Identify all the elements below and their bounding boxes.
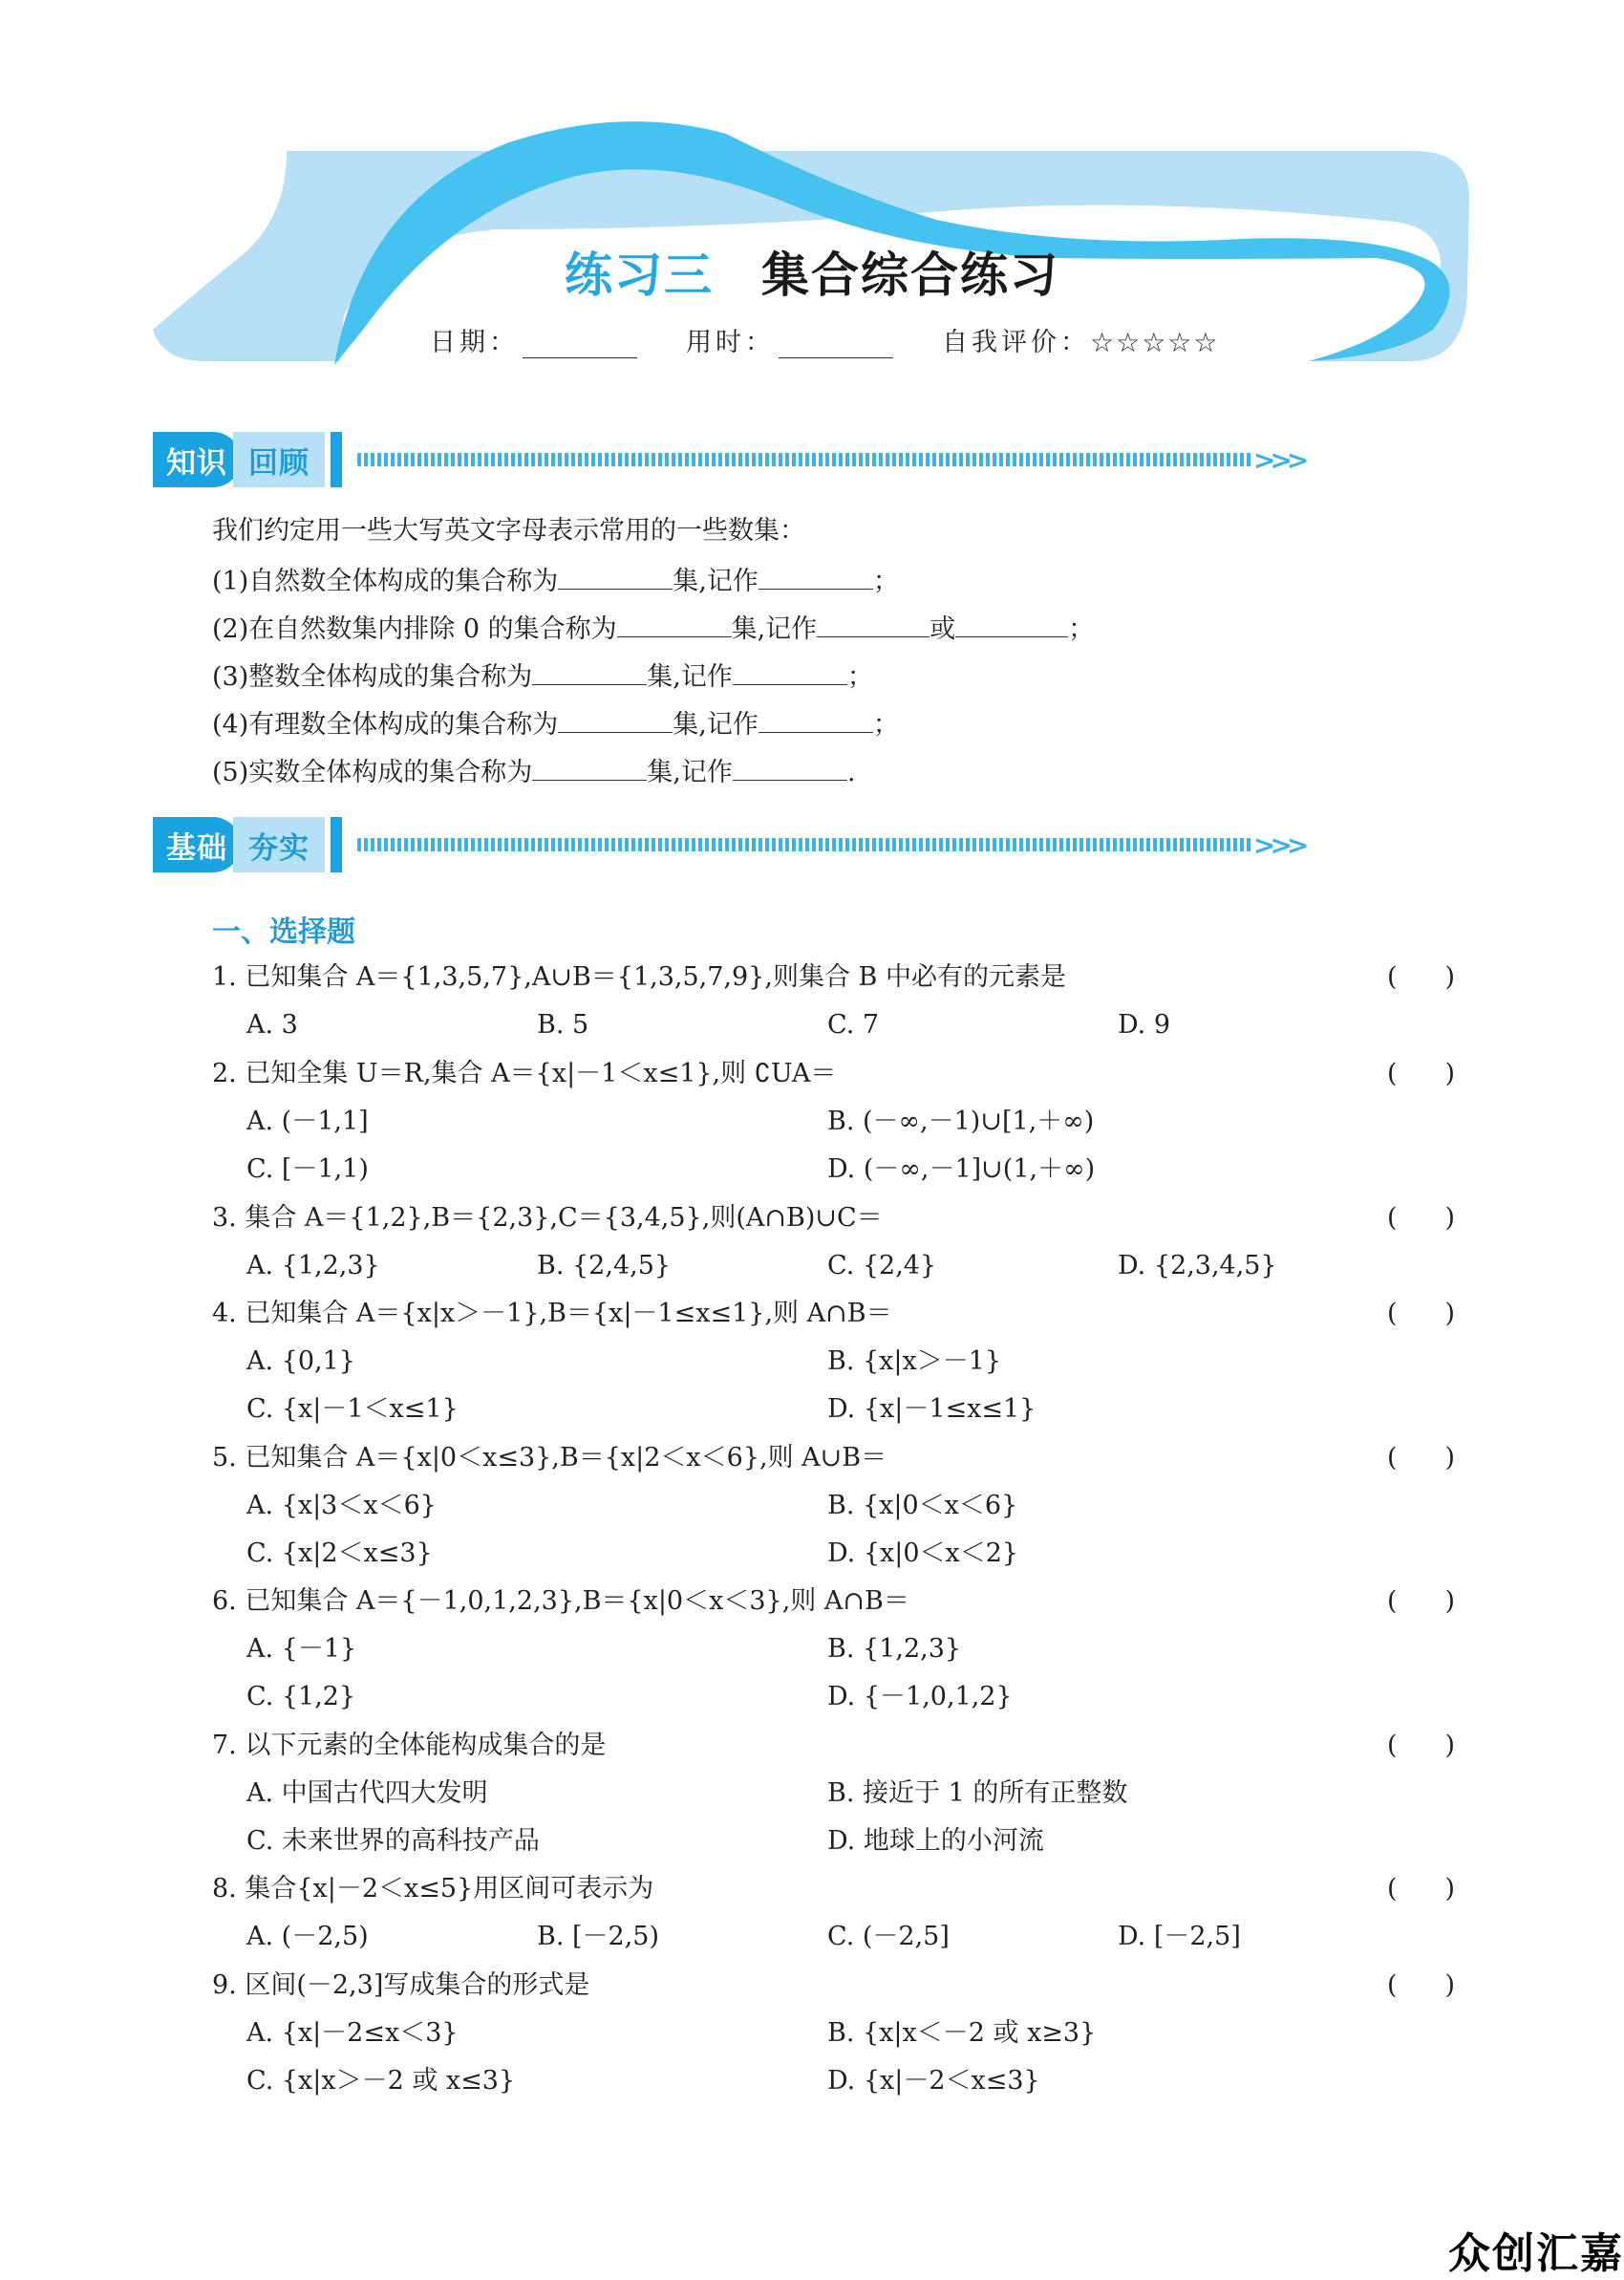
section2-dotted-line [357,838,1251,851]
answer-blank[interactable] [733,753,847,781]
q8-option-d[interactable]: D. [－2,5] [1118,1922,1241,1951]
answer-blank[interactable] [759,562,873,590]
question-5-stem: 5. 已知集合 A＝{x|0＜x≤3},B＝{x|2＜x＜6},则 A∪B＝ [212,1443,887,1473]
question-3-stem: 3. 集合 A＝{1,2},B＝{2,3},C＝{3,4,5},则(A∩B)∪C＝ [212,1203,883,1233]
answer-bracket[interactable]: ( ) [1387,1970,1456,2000]
q5-option-d[interactable]: D. {x|0＜x＜2} [827,1538,1019,1568]
q5-option-a[interactable]: A. {x|3＜x＜6} [246,1491,437,1520]
q6-option-a[interactable]: A. {－1} [246,1634,357,1664]
answer-blank[interactable] [532,657,647,685]
q1-option-c[interactable]: C. 7 [827,1010,880,1040]
q8-option-c[interactable]: C. (－2,5] [827,1922,950,1951]
date-field [430,321,637,358]
answer-blank[interactable] [817,610,930,637]
question-6-stem: 6. 已知集合 A＝{－1,0,1,2,3},B＝{x|0＜x＜3},则 A∩B＝ [212,1586,909,1616]
q4-option-a[interactable]: A. {0,1} [246,1346,355,1376]
q6-option-c[interactable]: C. {1,2} [246,1682,356,1711]
q7-option-c[interactable]: C. 未来世界的高科技产品 [246,1826,540,1856]
answer-blank[interactable] [733,657,847,685]
q4-option-b[interactable]: B. {x|x＞－1} [827,1346,1002,1376]
section1-tag-secondary: 回顾 [233,432,325,487]
q2-option-d[interactable]: D. (－∞,－1]∪(1,＋∞) [827,1154,1096,1184]
q3-option-a[interactable]: A. {1,2,3} [246,1251,380,1280]
answer-bracket[interactable]: ( ) [1387,962,1456,992]
rating-stars[interactable]: ☆☆☆☆☆ [1090,327,1220,358]
section1-tag-primary: 知识 [153,432,241,487]
review-item-3: (3)整数全体构成的集合称为 集,记作 ； [212,657,873,695]
title-topic: 集合综合练习 [761,247,1059,303]
q4-option-d[interactable]: D. {x|－1≤x≤1} [827,1394,1036,1424]
question-8-stem: 8. 集合{x|－2＜x≤5}用区间可表示为 [212,1874,654,1904]
q5-option-c[interactable]: C. {x|2＜x≤3} [246,1538,433,1568]
review-intro: 我们约定用一些大写英文字母表示常用的一些数集： [212,516,805,546]
title-exercise-number: 练习三 [565,247,714,303]
q8-option-a[interactable]: A. (－2,5) [246,1922,369,1951]
q1-option-b[interactable]: B. 5 [537,1010,589,1040]
q3-option-d[interactable]: D. {2,3,4,5} [1118,1251,1277,1280]
answer-blank[interactable] [617,610,732,637]
section-foundation-header [153,817,1303,872]
time-label: 用时： [686,328,775,357]
q2-option-c[interactable]: C. [－1,1) [246,1154,369,1184]
q2-option-a[interactable]: A. (－1,1] [246,1107,369,1136]
q3-option-c[interactable]: C. {2,4} [827,1251,937,1280]
q2-option-b[interactable]: B. (－∞,－1)∪[1,＋∞) [827,1107,1095,1136]
section2-tag-primary: 基础 [153,817,241,872]
rating-label: 自我评价： [942,328,1090,357]
question-4-stem: 4. 已知集合 A＝{x|x＞－1},B＝{x|－1≤x≤1},则 A∩B＝ [212,1299,892,1328]
section-knowledge-review-header [153,432,1303,487]
answer-blank[interactable] [532,753,647,781]
review-item-1: (1)自然数全体构成的集合称为 集,记作 ； [212,562,899,599]
q9-option-b[interactable]: B. {x|x＜－2 或 x≥3} [827,2018,1097,2048]
question-7-stem: 7. 以下元素的全体能构成集合的是 [212,1731,607,1760]
section2-divider-bar [331,817,342,872]
time-blank[interactable] [779,331,893,358]
answer-bracket[interactable]: ( ) [1387,1586,1456,1616]
answer-blank[interactable] [759,705,873,733]
q6-option-d[interactable]: D. {－1,0,1,2} [827,1682,1013,1711]
answer-blank[interactable] [955,610,1068,637]
review-item-4: (4)有理数全体构成的集合称为 集,记作 ； [212,705,899,742]
question-9-stem: 9. 区间(－2,3]写成集合的形式是 [212,1970,590,2000]
section2-arrows-icon: >>> [1253,828,1304,861]
choice-section-title: 一、选择题 [212,915,355,949]
q5-option-b[interactable]: B. {x|0＜x＜6} [827,1491,1018,1520]
section1-arrows-icon: >>> [1253,443,1304,476]
question-2-stem: 2. 已知全集 U＝R,集合 A＝{x|－1＜x≤1},则 ∁UA＝ [212,1059,837,1088]
time-field [686,321,893,358]
section1-divider-bar [331,432,342,487]
q8-option-b[interactable]: B. [－2,5) [537,1922,660,1951]
q7-option-a[interactable]: A. 中国古代四大发明 [246,1778,488,1808]
q9-option-c[interactable]: C. {x|x＞－2 或 x≤3} [246,2066,516,2096]
q3-option-b[interactable]: B. {2,4,5} [537,1251,672,1280]
answer-bracket[interactable]: ( ) [1387,1203,1456,1233]
q4-option-c[interactable]: C. {x|－1＜x≤1} [246,1394,459,1424]
rating-field [942,321,1220,358]
page-title [0,237,1624,306]
review-item-5: (5)实数全体构成的集合称为 集,记作 . [212,753,855,790]
answer-bracket[interactable]: ( ) [1387,1443,1456,1473]
q7-option-b[interactable]: B. 接近于 1 的所有正整数 [827,1778,1128,1808]
date-blank[interactable] [523,331,637,358]
question-1-stem: 1. 已知集合 A＝{1,3,5,7},A∪B＝{1,3,5,7,9},则集合 B 中必有的元素是 [212,962,1066,992]
watermark-logo: 众创汇嘉 [1448,2229,1624,2278]
answer-bracket[interactable]: ( ) [1387,1299,1456,1328]
q1-option-d[interactable]: D. 9 [1118,1010,1171,1040]
answer-bracket[interactable]: ( ) [1387,1059,1456,1088]
q7-option-d[interactable]: D. 地球上的小河流 [827,1826,1044,1856]
section1-dotted-line [357,453,1251,466]
answer-blank[interactable] [558,562,673,590]
answer-blank[interactable] [558,705,673,733]
answer-bracket[interactable]: ( ) [1387,1731,1456,1760]
section2-tag-secondary: 夯实 [233,817,325,872]
review-item-2: (2)在自然数集内排除 0 的集合称为 集,记作 或 ； [212,610,1094,647]
date-label: 日期： [430,328,519,357]
q9-option-a[interactable]: A. {x|－2≤x＜3} [246,2018,459,2048]
q9-option-d[interactable]: D. {x|－2＜x≤3} [827,2066,1040,2096]
q1-option-a[interactable]: A. 3 [246,1010,298,1040]
answer-bracket[interactable]: ( ) [1387,1874,1456,1904]
q6-option-b[interactable]: B. {1,2,3} [827,1634,962,1664]
